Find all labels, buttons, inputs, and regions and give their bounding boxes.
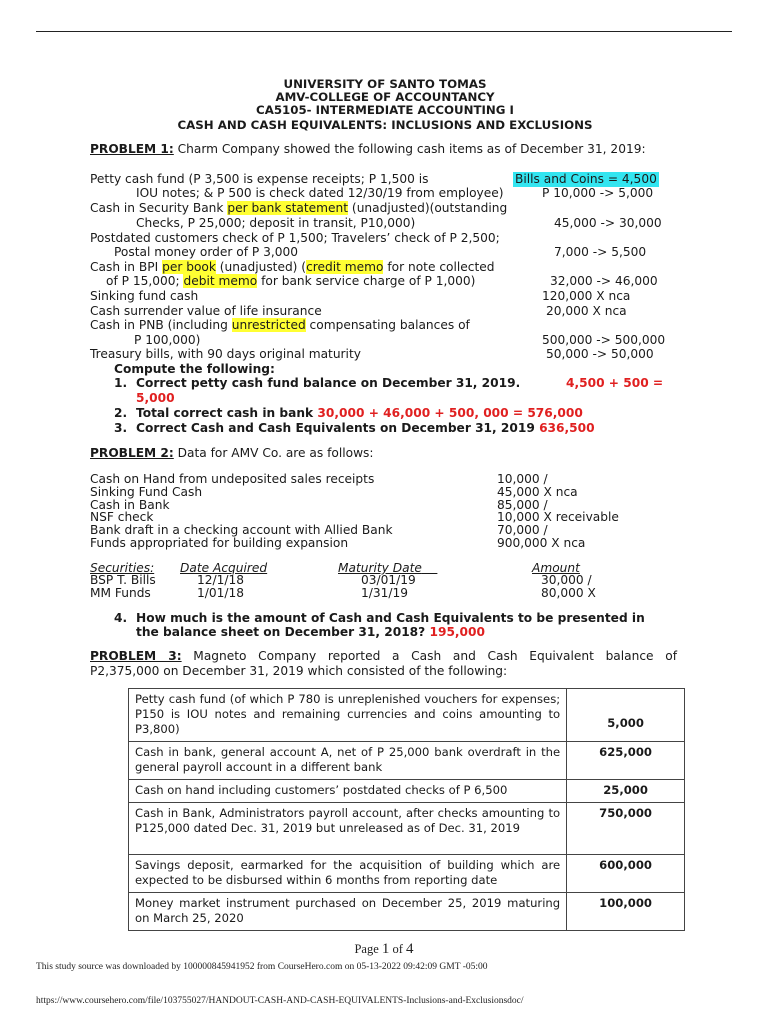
table-cell-description: Cash in bank, general account A, net of P 25,000 bank overdraft in the general payroll account in a different bank [129, 742, 567, 780]
p1-row2-line1 [90, 201, 507, 216]
problem1-heading [90, 142, 646, 157]
college-name: AMV-COLLEGE OF ACCOUNTANCY [275, 90, 495, 104]
p2-item-desc: Cash in Bank [90, 497, 170, 512]
q2-answer: 30,000 + 46,000 + 500, 000 = 576,000 [317, 406, 583, 420]
p2-item-amount: 10,000 / [497, 472, 548, 486]
p1-row6-amount: 20,000 X nca [546, 304, 627, 318]
q2-number: 2. [114, 406, 128, 420]
p2-item-desc: NSF check [90, 510, 154, 525]
p1-row2-line2: Checks, P 25,000; deposit in transit, P10,000) [136, 216, 416, 230]
security-amount: 30,000 / [541, 573, 592, 587]
security-amount: 80,000 X [541, 586, 596, 600]
problem1-intro: Charm Company showed the following cash items as of December 31, 2019: [173, 142, 646, 156]
q4-text-a: How much is the amount of Cash and Cash Equivalents to be presented in [136, 611, 645, 625]
p1-row7-highlight: unrestricted [231, 318, 306, 332]
p1-row7-text-a: Cash in PNB (including [90, 318, 232, 332]
table-row [129, 780, 685, 803]
q3-text: Correct Cash and Cash Equivalents on December 31, 2019 [136, 421, 540, 435]
security-name: BSP T. Bills [90, 573, 156, 587]
problem3-label: PROBLEM 3: [90, 649, 182, 663]
p1-row4-text-d: of P 15,000; [106, 274, 184, 288]
problem2-intro: Data for AMV Co. are as follows: [173, 446, 374, 460]
table-row [129, 689, 685, 742]
problem3-intro-a: Magneto Company reported a Cash and Cash Equivalent balance of [181, 649, 677, 663]
p1-row4-text-b: (unadjusted) ( [215, 260, 307, 274]
p1-row4-highlight-book: per book [162, 260, 216, 274]
p1-row7-text-b: compensating balances of [305, 318, 470, 332]
maturity-date-label: Maturity Date [338, 561, 422, 575]
security-date-acquired: 1/01/18 [197, 586, 244, 600]
p2-item [90, 537, 393, 550]
date-acquired-header: Date Acquired [180, 561, 268, 575]
p1-row8-amount: 50,000 -> 50,000 [546, 347, 654, 361]
table-cell-amount: 600,000 [567, 855, 685, 893]
q4-answer: 195,000 [429, 625, 485, 639]
p1-row8: Treasury bills, with 90 days original maturity [90, 347, 361, 361]
p2-item-desc: Funds appropriated for building expansion [90, 535, 349, 550]
q3-answer: 636,500 [539, 421, 595, 435]
securities-header: Securities: [90, 561, 155, 575]
q4-line-b [136, 625, 485, 640]
p1-row2-amount: 45,000 -> 30,000 [554, 216, 662, 230]
q1-answer-b: 5,000 [136, 391, 175, 405]
q1-number: 1. [114, 376, 128, 390]
p1-row6: Cash surrender value of life insurance [90, 304, 322, 318]
p2-item-desc: Cash on Hand from undeposited sales receipts [90, 472, 375, 486]
p1-row3-line2: Postal money order of P 3,000 [114, 245, 298, 259]
p1-row7-line1 [90, 318, 470, 333]
page-word: Page [354, 942, 382, 956]
q1-text: Correct petty cash fund balance on December 31, 2019. [136, 376, 521, 390]
p1-row7-amount: 500,000 -> 500,000 [542, 333, 666, 347]
p2-item-amount: 45,000 X nca [497, 484, 578, 499]
p1-row4-line2 [106, 274, 475, 289]
q2-text: Total correct cash in bank [136, 406, 318, 420]
page-total: 4 [406, 941, 414, 957]
top-rule [36, 31, 732, 32]
document-title: CASH AND CASH EQUIVALENTS: INCLUSIONS AND EXCLUSIONS [177, 118, 593, 132]
p1-row5-amount: 120,000 X nca [542, 289, 631, 303]
amount-header: Amount [532, 561, 580, 575]
table-row [129, 855, 685, 893]
p1-row1-line2: IOU notes; & P 500 is check dated 12/30/19 from employee) [136, 186, 504, 200]
p1-row5: Sinking fund cash [90, 289, 199, 303]
table-cell-amount: 25,000 [567, 780, 685, 803]
p1-row1-note: Bills and Coins = 4,500 [515, 172, 657, 186]
p1-row4-text-c: for note collected [383, 260, 495, 274]
problem3-heading [90, 649, 677, 664]
problem1-label: PROBLEM 1: [90, 142, 174, 156]
table-cell-description: Cash in Bank, Administrators payroll account, after checks amounting to P125,000 dated Dec. 31, 2019 but unreleased as of Dec. 31, 2019 [129, 803, 567, 855]
p2-amount-list [497, 473, 619, 550]
p1-row3-amount: 7,000 -> 5,500 [554, 245, 647, 259]
table-cell-description: Money market instrument purchased on December 25, 2019 maturing on March 25, 2020 [129, 893, 567, 931]
p1-row1-amount: P 10,000 -> 5,000 [542, 186, 654, 200]
p1-row4-text-a: Cash in BPI [90, 260, 163, 274]
q2-line [136, 406, 583, 421]
problem3-table [128, 688, 685, 931]
university-name: UNIVERSITY OF SANTO TOMAS [283, 77, 487, 91]
table-cell-amount: 100,000 [567, 893, 685, 931]
p2-item-amount: 10,000 X receivable [497, 510, 619, 525]
q4-text-b: the balance sheet on December 31, 2018? [136, 625, 430, 639]
page-current: 1 [381, 941, 390, 957]
table-cell-amount: 625,000 [567, 742, 685, 780]
problem2-heading [90, 446, 374, 461]
p1-row2-highlight: per bank statement [227, 201, 349, 215]
page-number [0, 941, 768, 958]
table-row [129, 893, 685, 931]
p2-item-desc: Bank draft in a checking account with Allied Bank [90, 523, 393, 538]
source-note: This study source was downloaded by 100000845941952 from CourseHero.com on 05-13-2022 09:42:09 GMT -05:00 [36, 962, 488, 972]
security-date-acquired: 12/1/18 [197, 573, 244, 587]
p1-row4-line1 [90, 260, 494, 275]
page-of: of [389, 942, 407, 956]
p1-row1-line1: Petty cash fund (P 3,500 is expense receipts; P 1,500 is [90, 172, 429, 186]
p1-row4-text-e: for bank service charge of P 1,000) [257, 274, 476, 288]
q3-number: 3. [114, 421, 128, 435]
p2-item-amount: 85,000 / [497, 497, 548, 512]
q4-number: 4. [114, 611, 128, 625]
p2-item-desc: Sinking Fund Cash [90, 484, 203, 499]
p1-row4-highlight-debit: debit memo [183, 274, 258, 288]
table-cell-description: Savings deposit, earmarked for the acquisition of building which are expected to be disbursed within 6 months from reporting date [129, 855, 567, 893]
p2-item-list [90, 473, 393, 550]
source-url[interactable]: https://www.coursehero.com/file/103755027/HANDOUT-CASH-AND-CASH-EQUIVALENTS-Inclusions-and-Exclusionsdoc/ [36, 996, 524, 1006]
p1-row2-text-b: (unadjusted)(outstanding [348, 201, 508, 215]
p2-item-amount: 70,000 / [497, 523, 548, 538]
table-cell-amount: 5,000 [567, 689, 685, 742]
p2-item-amount: 900,000 X nca [497, 535, 586, 550]
q1-answer-a: 4,500 + 500 = [566, 376, 664, 390]
table-cell-description: Petty cash fund (of which P 780 is unreplenished vouchers for expenses; P150 is IOU notes and remaining currencies and coins amounting to P3,800) [129, 689, 567, 742]
compute-heading: Compute the following: [114, 362, 275, 376]
table-cell-amount: 750,000 [567, 803, 685, 855]
p1-row4-amount: 32,000 -> 46,000 [550, 274, 658, 288]
problem3-intro-b: P2,375,000 on December 31, 2019 which consisted of the following: [90, 664, 508, 678]
table-row [129, 803, 685, 855]
problem2-label: PROBLEM 2: [90, 446, 174, 460]
security-name: MM Funds [90, 586, 151, 600]
course-title: CA5105- INTERMEDIATE ACCOUNTING I [256, 103, 514, 117]
table-row [129, 742, 685, 780]
p1-row4-highlight-credit: credit memo [306, 260, 384, 274]
security-maturity: 1/31/19 [361, 586, 408, 600]
p1-row7-line2: P 100,000) [134, 333, 201, 347]
p1-row3-line1: Postdated customers check of P 1,500; Travelers’ check of P 2,500; [90, 231, 500, 245]
q3-line [136, 421, 595, 436]
table-cell-description: Cash on hand including customers’ postdated checks of P 6,500 [129, 780, 567, 803]
p1-row2-text: Cash in Security Bank [90, 201, 228, 215]
security-maturity: 03/01/19 [361, 573, 416, 587]
